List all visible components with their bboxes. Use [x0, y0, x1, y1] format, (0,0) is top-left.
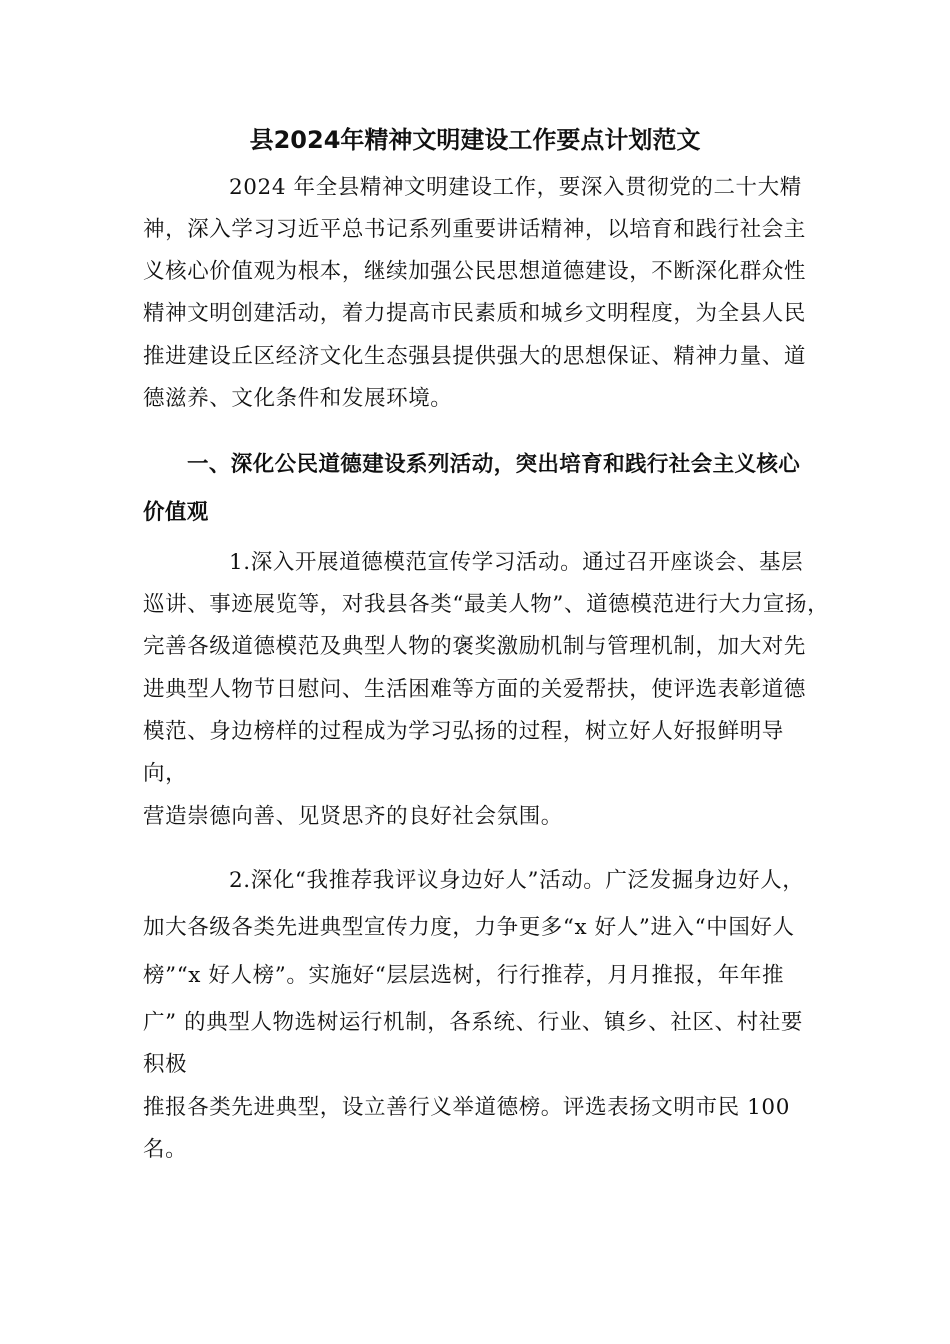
intro-line: 2024 年全县精神文明建设工作，要深入贯彻党的二十大精 [229, 175, 802, 200]
item1-line: 完善各级道德模范及典型人物的褒奖激励机制与管理机制，加大对先 [143, 634, 807, 659]
intro-line: 精神文明创建活动，着力提高市民素质和城乡文明程度，为全县人民 [143, 301, 807, 326]
intro-line: 神，深入学习习近平总书记系列重要讲话精神，以培育和践行社会主 [143, 217, 807, 242]
section-heading: 一、深化公民道德建设系列活动，突出培育和践行社会主义核心 [187, 452, 801, 477]
intro-line: 德滋养、文化条件和发展环境。 [143, 386, 453, 411]
item1-line: 向， [143, 761, 188, 786]
item2-line: 广” 的典型人物选树运行机制，各系统、行业、镇乡、社区、村社要 [143, 1010, 803, 1035]
intro-line: 推进建设丘区经济文化生态强县提供强大的思想保证、精神力量、道 [143, 344, 807, 369]
item1-line: 巡讲、事迹展览等，对我县各类“最美人物”、道德模范进行大力宣扬， [143, 592, 830, 617]
item2-line: 2.深化“我推荐我评议身边好人”活动。广泛发掘身边好人， [229, 868, 805, 893]
item1-line: 1.深入开展道德模范宣传学习活动。通过召开座谈会、基层 [229, 550, 804, 575]
item2-line: 名。 [143, 1137, 188, 1162]
item2-line: 加大各级各类先进典型宣传力度，力争更多“x 好人”进入“中国好人 [143, 915, 795, 940]
section-heading: 价值观 [143, 500, 209, 525]
item2-line: 榜”“x 好人榜”。实施好“层层选树，行行推荐，月月推报，年年推 [143, 963, 785, 988]
item2-line: 积极 [143, 1052, 188, 1077]
document-title: 县2024年精神文明建设工作要点计划范文 [249, 126, 701, 154]
item1-line: 模范、身边榜样的过程成为学习弘扬的过程，树立好人好报鲜明导 [143, 719, 784, 744]
item2-line: 推报各类先进典型，设立善行义举道德榜。评选表扬文明市民 100 [143, 1095, 790, 1120]
item1-line: 进典型人物节日慰问、生活困难等方面的关爱帮扶，使评选表彰道德 [143, 677, 807, 702]
intro-line: 义核心价值观为根本，继续加强公民思想道德建设，不断深化群众性 [143, 259, 807, 284]
item1-line: 营造崇德向善、见贤思齐的良好社会氛围。 [143, 804, 563, 829]
